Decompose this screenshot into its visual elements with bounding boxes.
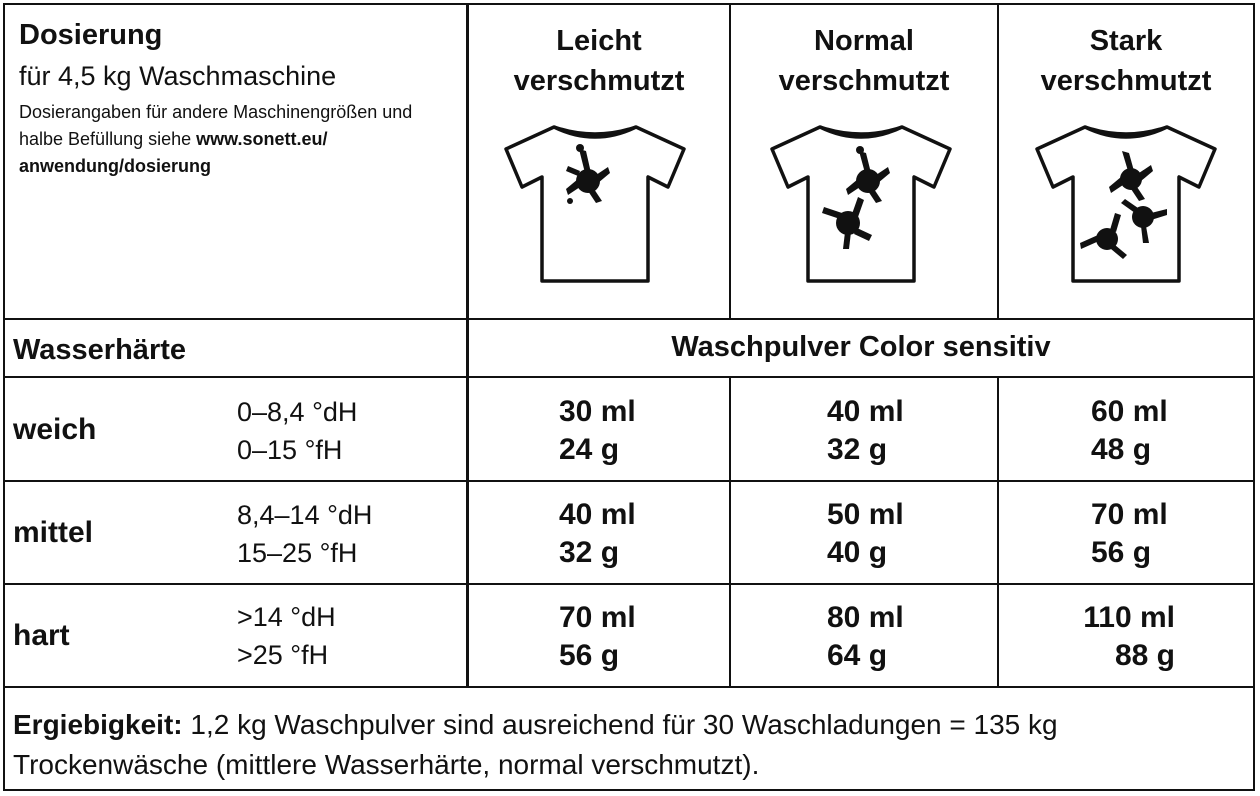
dose-hard-light (559, 599, 636, 675)
column-header-normal (731, 21, 997, 101)
dose-medium-light (559, 496, 636, 572)
dose-ml: 60 ml (1091, 395, 1168, 428)
dose-g: 24 g (559, 433, 620, 466)
dose-g: 56 g (559, 639, 620, 672)
column-header-heavy-line1: Stark (1089, 25, 1163, 57)
divider-col1-bottom (729, 376, 731, 688)
hardness-range-medium (237, 496, 372, 572)
dose-g: 48 g (1091, 433, 1152, 466)
column-header-normal-line2: verschmutzt (778, 65, 950, 97)
tshirt-heavy-soiled-icon (1033, 119, 1219, 289)
divider-col2-bottom (997, 376, 999, 688)
dose-soft-heavy (1091, 393, 1168, 469)
hardness-dh: 0–8,4 °dH (237, 397, 358, 427)
dose-soft-light (559, 393, 636, 469)
divider-h4 (5, 583, 1253, 585)
divider-h1 (5, 318, 1253, 320)
column-header-light-line1: Leicht (556, 25, 642, 57)
dose-ml: 70 ml (559, 601, 636, 634)
dose-ml: 110 ml (1083, 601, 1175, 634)
dosage-title: Dosierung (19, 19, 163, 51)
dose-medium-normal (827, 496, 904, 572)
dose-g: 32 g (827, 433, 888, 466)
yield-label: Ergiebigkeit: (13, 709, 183, 740)
dose-g: 56 g (1091, 536, 1152, 569)
row-label-hard: hart (13, 619, 70, 652)
product-name: Waschpulver Color sensitiv (671, 331, 1051, 363)
dose-ml: 30 ml (559, 395, 636, 428)
dosage-note-text: Dosierangaben für andere Maschinengrößen und halbe Befüllung siehe (19, 102, 413, 149)
dose-ml: 80 ml (827, 601, 904, 634)
dose-ml: 50 ml (827, 498, 904, 531)
column-header-heavy (999, 21, 1253, 101)
column-header-light-line2: verschmutzt (513, 65, 685, 97)
divider-h2 (5, 376, 1253, 378)
hardness-range-hard (237, 598, 336, 674)
dosage-link-line1[interactable]: www.sonett.eu/ (196, 129, 328, 149)
tshirt-light-soiled-icon (502, 119, 688, 289)
yield-text: 1,2 kg Waschpulver sind ausreichend für 30 Waschladungen = 135 kg Trockenwäsche (mittlere Wasserhärte, normal verschmutzt). (13, 709, 1058, 780)
dose-soft-normal (827, 393, 904, 469)
column-header-normal-line1: Normal (814, 25, 914, 57)
hardness-range-soft (237, 393, 357, 469)
column-header-light (469, 21, 729, 101)
dosage-subtitle: für 4,5 kg Waschmaschine (19, 61, 337, 91)
dose-g: 64 g (827, 639, 888, 672)
dose-ml: 70 ml (1091, 498, 1168, 531)
dose-g: 88 g (1114, 639, 1175, 672)
hardness-fh: >25 °fH (237, 640, 329, 670)
dose-ml: 40 ml (827, 395, 904, 428)
water-hardness-label: Wasserhärte (13, 334, 187, 366)
dosage-table (3, 3, 1255, 791)
row-label-medium: mittel (13, 516, 94, 549)
hardness-fh: 0–15 °fH (237, 435, 343, 465)
dose-medium-heavy (1091, 496, 1168, 572)
divider-h3 (5, 480, 1253, 482)
hardness-fh: 15–25 °fH (237, 538, 358, 568)
row-label-soft: weich (13, 413, 97, 446)
dose-hard-heavy (1075, 599, 1175, 675)
dosage-link-line2[interactable]: anwendung/dosierung (19, 156, 211, 176)
divider-h5 (5, 686, 1253, 688)
dose-hard-normal (827, 599, 904, 675)
dose-g: 40 g (827, 536, 888, 569)
tshirt-normal-soiled-icon (768, 119, 954, 289)
hardness-dh: >14 °dH (237, 602, 336, 632)
column-header-heavy-line2: verschmutzt (1040, 65, 1212, 97)
dosage-note (19, 99, 449, 180)
yield-note (13, 705, 1233, 785)
dose-g: 32 g (559, 536, 620, 569)
dose-ml: 40 ml (559, 498, 636, 531)
hardness-dh: 8,4–14 °dH (237, 500, 373, 530)
